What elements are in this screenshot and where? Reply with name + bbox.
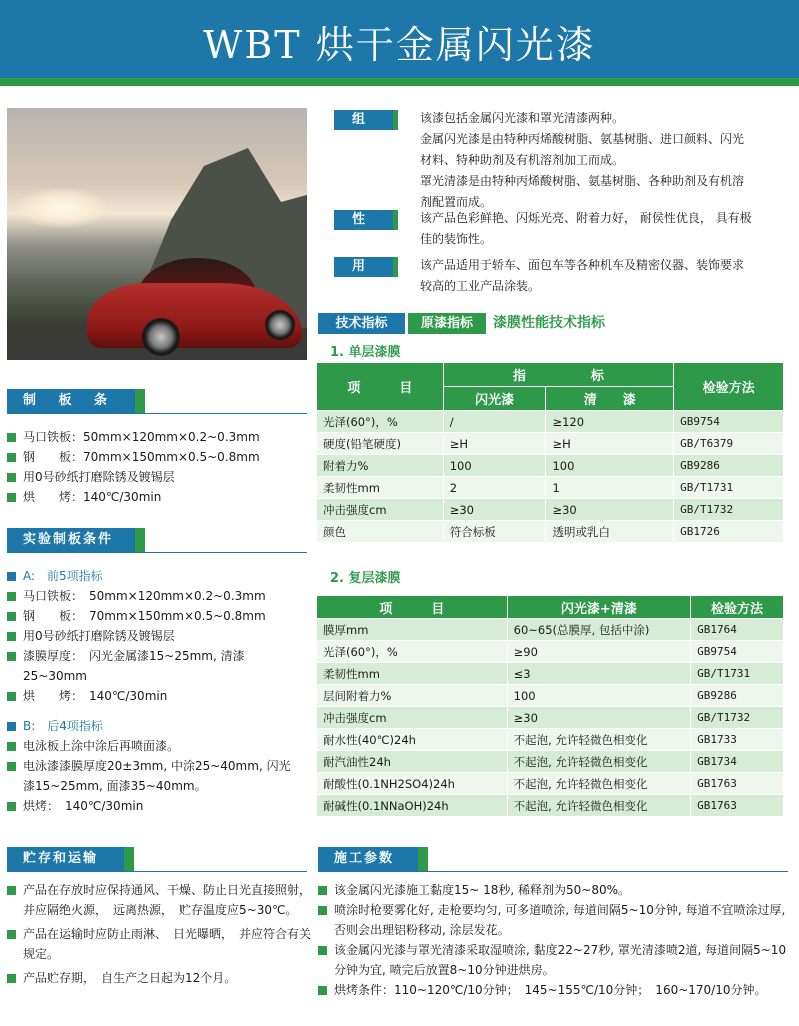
performance-line: 该产品色彩鲜艳、闪烁光亮、附着力好， 耐侯性优良， 具有极 xyxy=(420,211,752,225)
composition-tag: 组 成 xyxy=(334,110,398,130)
list-item: 产品在存放时应保持通风、干燥、防止日光直接照射， 并应隔绝火源， 远离热源， 贮存温度应5~30℃。 xyxy=(7,880,312,920)
table-row: 硬度(铅笔硬度) ≥H ≥H GB/T6379 xyxy=(317,433,784,455)
single-layer-table xyxy=(316,362,784,543)
table-row: 耐水性(40℃)24h 不起泡, 允许轻微色相变化 GB1733 xyxy=(317,729,784,751)
list-item: 产品在运输时应防止雨淋、 日光曝晒， 并应符合有关规定。 xyxy=(7,924,312,964)
list-item: 产品贮存期， 自生产之日起为12个月。 xyxy=(7,968,312,988)
sunlight xyxy=(17,188,107,228)
performance-text xyxy=(420,208,795,250)
header-item: 项 目 xyxy=(317,596,508,619)
composition-line: 剂配置而成。 xyxy=(420,195,493,209)
list-item: 用0号砂纸打磨除锈及镀锡层 xyxy=(7,467,307,487)
list-item: 钢 板： 70mm×150mm×0.5~0.8mm xyxy=(7,606,292,626)
list-item: 该金属闪光漆施工黏度15~ 18秒, 稀释剂为50~80%。 xyxy=(318,880,794,900)
composition-text xyxy=(420,108,795,213)
header-method: 检验方法 xyxy=(691,596,784,619)
list-subheading: B: 后4项指标 xyxy=(7,716,292,736)
multi-layer-table xyxy=(316,595,784,817)
header-accent-stripe xyxy=(0,78,799,86)
table-row: 光泽(60°)，% / ≥120 GB9754 xyxy=(317,411,784,433)
divider xyxy=(7,413,307,414)
composition-line: 材料、特种助剂及有机溶剂加工而成。 xyxy=(420,153,625,167)
list-item: 用0号砂纸打磨除锈及镀锡层 xyxy=(7,626,292,646)
divider xyxy=(318,871,788,872)
lab-conditions-list xyxy=(7,562,292,816)
lab-conditions-tag: 实验制板条件 xyxy=(7,528,145,552)
list-item: 马口铁板： 50mm×120mm×0.2~0.3mm xyxy=(7,586,292,606)
table-row: 耐汽油性24h 不起泡, 允许轻微色相变化 GB1734 xyxy=(317,751,784,773)
list-item: 烘烤： 140℃/30min xyxy=(7,796,292,816)
board-conditions-list xyxy=(7,427,307,507)
header-flash-clear: 闪光漆+清漆 xyxy=(507,596,690,619)
composition-line: 罩光清漆是由特种丙烯酸树脂、氨基树脂、各种助剂及有机溶 xyxy=(420,174,745,188)
header-flash-paint: 闪光漆 xyxy=(443,387,546,411)
list-item: 钢 板：70mm×150mm×0.5~0.8mm xyxy=(7,447,307,467)
construction-tag: 施工参数 xyxy=(318,847,428,871)
composition-line: 金属闪光漆是由特种丙烯酸树脂、氨基树脂、进口颜料、闪光 xyxy=(420,132,745,146)
table-row: 膜厚mm 60~65(总膜厚, 包括中涂) GB1764 xyxy=(317,619,784,641)
storage-tag: 贮存和运输 xyxy=(7,847,134,871)
multi-layer-title: 2. 复层漆膜 xyxy=(330,571,401,586)
table-row: 颜色 符合标板 透明或乳白 GB1726 xyxy=(317,521,784,543)
table-row: 耐碱性(0.1NNaOH)24h 不起泡, 允许轻微色相变化 GB1763 xyxy=(317,795,784,817)
composition-line: 该漆包括金属闪光漆和罩光清漆两种。 xyxy=(420,111,625,125)
list-item: 电泳板上涂中涂后再喷面漆。 xyxy=(7,736,292,756)
list-item: 喷涂时枪要雾化好, 走枪要均匀, 可多道喷涂, 每道间隔5~10分钟, 每道不宜喷涂过厚, 否则会出理铝粉移动, 涂层发花。 xyxy=(318,900,794,940)
performance-tag: 性 能 xyxy=(334,210,398,230)
list-item: 该金属闪光漆与罩光清漆采取湿喷涂, 黏度22~27秒, 罩光清漆喷2道, 每道间隔5~10分钟为宜, 喷完后放置8~10分钟进烘房。 xyxy=(318,940,794,980)
construction-list xyxy=(318,880,794,1000)
product-photo-car xyxy=(7,108,307,360)
list-item: 烘 烤： 140℃/30min xyxy=(7,686,292,706)
header-clear-paint: 清 漆 xyxy=(546,387,674,411)
header-index: 指 标 xyxy=(443,363,673,387)
storage-list xyxy=(7,880,318,988)
raw-paint-index-tag: 原漆指标 xyxy=(408,313,486,334)
table-row: 附着力% 100 100 GB9286 xyxy=(317,455,784,477)
table-row: 耐酸性(0.1NH2SO4)24h 不起泡, 允许轻微色相变化 GB1763 xyxy=(317,773,784,795)
table-row: 柔韧性mm 2 1 GB/T1731 xyxy=(317,477,784,499)
list-item: 烘 烤：140℃/30min xyxy=(7,487,307,507)
usage-line: 较高的工业产品涂装。 xyxy=(420,279,541,293)
table-row: 光泽(60°)，% ≥90 GB9754 xyxy=(317,641,784,663)
tech-index-tag: 技术指标 xyxy=(318,313,405,334)
film-performance-heading: 漆膜性能技术指标 xyxy=(493,315,605,331)
car-rear-wheel xyxy=(265,310,295,340)
performance-line: 佳的装饰性。 xyxy=(420,232,493,246)
page-title: WBT 烘干金属闪光漆 xyxy=(203,23,596,67)
board-conditions-tag: 制 板 条 件 xyxy=(7,389,145,413)
single-layer-title: 1. 单层漆膜 xyxy=(330,345,401,360)
table-row: 冲击强度cm ≥30 GB/T1732 xyxy=(317,707,784,729)
table-row: 柔韧性mm ≤3 GB/T1731 xyxy=(317,663,784,685)
header-method: 检验方法 xyxy=(674,363,784,411)
usage-line: 该产品适用于轿车、面包车等各种机车及精密仪器、装饰要求 xyxy=(420,258,745,272)
page-header xyxy=(0,0,799,86)
header-item: 项 目 xyxy=(317,363,444,411)
usage-text xyxy=(420,255,795,297)
list-item: 电泳漆漆膜厚度20±3mm, 中涂25~40mm, 闪光漆15~25mm, 面漆35~40mm。 xyxy=(7,756,292,796)
usage-tag: 用 途 xyxy=(334,257,398,277)
divider xyxy=(7,871,307,872)
table-row: 冲击强度cm ≥30 ≥30 GB/T1732 xyxy=(317,499,784,521)
car-front-wheel xyxy=(142,318,180,356)
list-item: 马口铁板：50mm×120mm×0.2~0.3mm xyxy=(7,427,307,447)
list-item: 漆膜厚度： 闪光金属漆15~25mm, 清漆25~30mm xyxy=(7,646,292,686)
divider xyxy=(7,552,307,553)
table-row: 层间附着力% 100 GB9286 xyxy=(317,685,784,707)
list-subheading: A: 前5项指标 xyxy=(7,566,292,586)
list-item: 烘烤条件：110~120℃/10分钟； 145~155℃/10分钟； 160~170/10分钟。 xyxy=(318,980,794,1000)
